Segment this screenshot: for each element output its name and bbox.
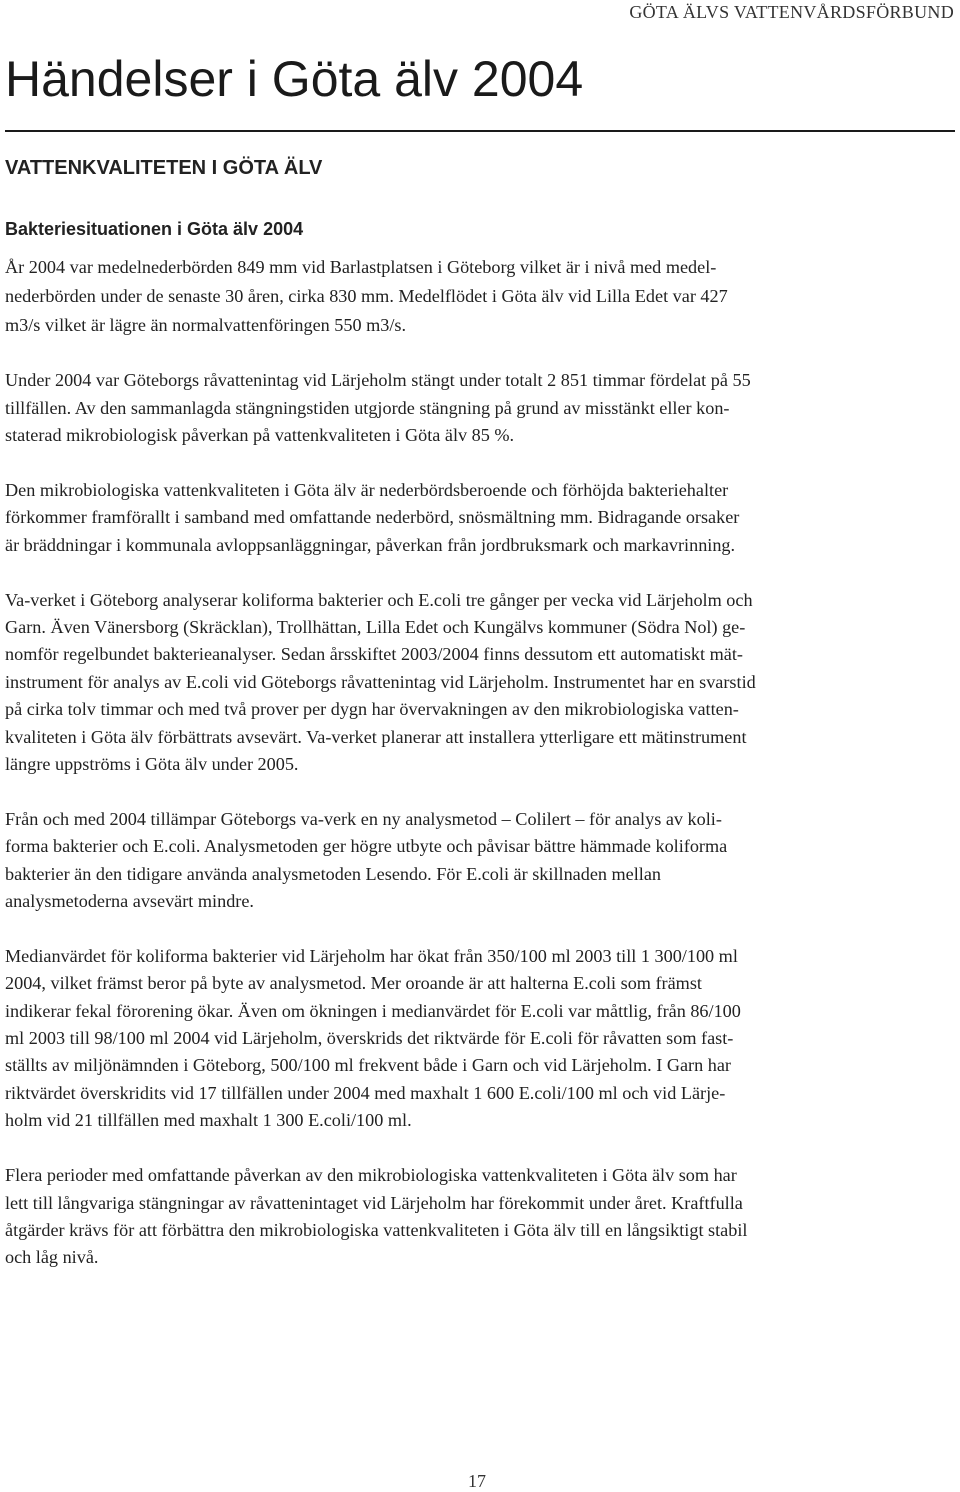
text-line: förkommer framförallt i samband med omfattande nederbörd, snösmältning mm. Bidragande orsaker bbox=[5, 507, 740, 528]
text-line: holm vid 21 tillfällen med maxhalt 1 300 E.coli/100 ml. bbox=[5, 1110, 412, 1131]
text-line: på cirka tolv timmar och med två prover per dygn har övervakningen av den mikrobiologiska vatten- bbox=[5, 699, 739, 720]
paragraph-analysis-method bbox=[5, 806, 953, 916]
text-line: Medianvärdet för koliforma bakterier vid Lärjeholm har ökat från 350/100 ml 2003 till 1 300/100 ml bbox=[5, 945, 738, 966]
text-line: analysmetoderna avsevärt mindre. bbox=[5, 891, 254, 912]
text-line: Den mikrobiologiska vattenkvaliteten i Göta älv är nederbördsberoende och förhöjda bakteriehalter bbox=[5, 480, 729, 500]
text-line: bakterier än den tidigare använda analysmetoden Lesendo. För E.coli är skillnaden mellan bbox=[5, 863, 662, 884]
text-line: ställts av miljönämnden i Göteborg, 500/100 ml frekvent både i Garn och vid Lärjeholm. I Garn har bbox=[5, 1055, 731, 1076]
text-line: riktvärdet överskridits vid 17 tillfällen under 2004 med maxhalt 1 600 E.coli/100 ml och vid Lärje- bbox=[5, 1082, 726, 1103]
paragraph-precipitation bbox=[5, 253, 953, 340]
text-line: åtgärder krävs för att förbättra den mikrobiologiska vattenkvaliteten i Göta älv till en långsiktigt stabil bbox=[5, 1219, 748, 1240]
text-line: ml 2003 till 98/100 ml 2004 vid Lärjeholm, överskrids det riktvärde för E.coli för råvatten som fast- bbox=[5, 1028, 734, 1049]
paragraph-median-values bbox=[5, 943, 953, 1135]
title-divider bbox=[5, 130, 955, 132]
organization-name: GÖTA ÄLVS VATTENVÅRDSFÖRBUND bbox=[629, 2, 954, 22]
text-line: Flera perioder med omfattande påverkan av den mikrobiologiska vattenkvaliteten i Göta älv som har bbox=[5, 1165, 737, 1186]
text-line: längre uppströms i Göta älv under 2005. bbox=[5, 754, 299, 775]
paragraph-conclusion bbox=[5, 1162, 953, 1272]
text-line: staterad mikrobiologisk påverkan på vattenkvaliteten i Göta älv 85 %. bbox=[5, 425, 515, 446]
text-line: tillfällen. Av den sammanlagda stängningstiden utgjorde stängning på grund av misstänkt eller kon- bbox=[5, 397, 730, 418]
text-line: kvaliteten i Göta älv förbättrats avsevärt. Va-verket planerar att installera ytterligare ett mätinstrument bbox=[5, 726, 747, 747]
text-line: och låg nivå. bbox=[5, 1247, 99, 1268]
text-line: Under 2004 var Göteborgs råvattenintag vid Lärjeholm stängt under totalt 2 851 timmar fördelat på 55 bbox=[5, 370, 751, 391]
text-line: är bräddningar i kommunala avloppsanläggningar, påverkan från jordbruksmark och markavrinning. bbox=[5, 534, 736, 555]
text-line: indikerar fekal förorening ökar. Även om ökningen i medianvärdet för E.coli var måttlig, från 86/100 bbox=[5, 1000, 741, 1021]
paragraph-water-quality-causes bbox=[5, 477, 953, 559]
body-text bbox=[5, 253, 953, 1299]
section-heading: VATTENKVALITETEN I GÖTA ÄLV bbox=[5, 157, 323, 179]
text-line: forma bakterier och E.coli. Analysmetoden ger högre utbyte och påvisar bättre hämmade koliforma bbox=[5, 836, 728, 857]
section-subheading: Bakteriesituationen i Göta älv 2004 bbox=[5, 219, 304, 239]
paragraph-intake-closures bbox=[5, 367, 953, 449]
text-line: Garn. Även Vänersborg (Skräcklan), Trollhättan, Lilla Edet och Kungälvs kommuner (Södra Nol) ge- bbox=[5, 617, 746, 638]
text-line: Från och med 2004 tillämpar Göteborgs va-verk en ny analysmetod – Colilert – för analys av koli- bbox=[5, 808, 722, 829]
page-title: Händelser i Göta älv 2004 bbox=[5, 51, 584, 107]
text-line: instrument för analys av E.coli vid Göteborgs råvattenintag vid Lärjeholm. Instrumentet har en svarstid bbox=[5, 671, 756, 692]
text-line: År 2004 var medelnederbörden 849 mm vid Barlastplatsen i Göteborg vilket är i nivå med medel- bbox=[5, 257, 717, 277]
text-line: m3/s vilket är lägre än normalvattenföringen 550 m3/s. bbox=[5, 315, 407, 335]
text-line: lett till långvariga stängningar av råvattenintaget vid Lärjeholm har förekommit under året. Kraftfulla bbox=[5, 1192, 743, 1213]
page-number: 17 bbox=[468, 1471, 486, 1491]
text-line: Va-verket i Göteborg analyserar koliforma bakterier och E.coli tre gånger per vecka vid Lärjeholm och bbox=[5, 589, 753, 610]
text-line: nomför regelbundet bakterieanalyser. Sedan årsskiftet 2003/2004 finns dessutom ett automatiskt mät- bbox=[5, 644, 743, 665]
paragraph-monitoring bbox=[5, 587, 953, 779]
text-line: nederbörden under de senaste 30 åren, cirka 830 mm. Medelflödet i Göta älv vid Lilla Edet var 427 bbox=[5, 286, 728, 306]
text-line: 2004, vilket främst beror på byte av analysmetod. Mer oroande är att halterna E.coli som främst bbox=[5, 973, 702, 994]
